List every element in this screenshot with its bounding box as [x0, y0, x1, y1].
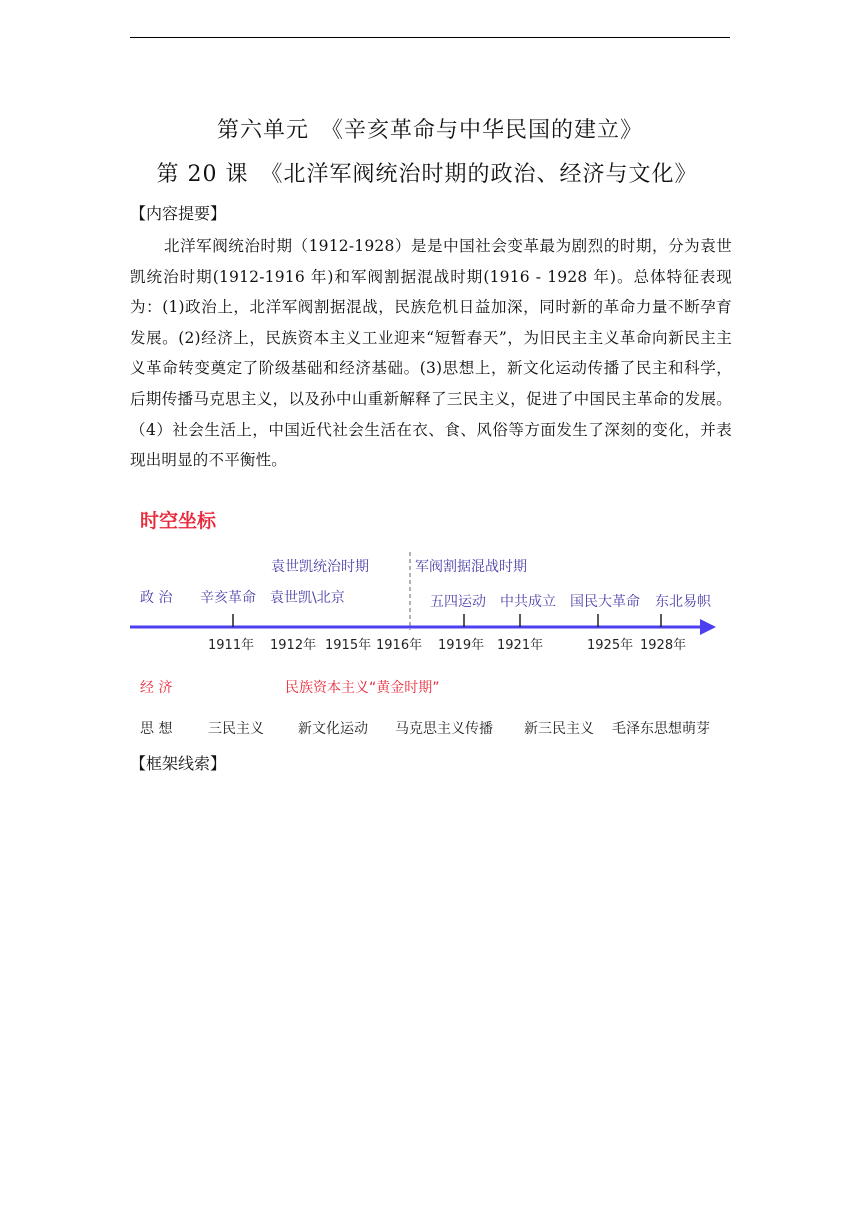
economy-golden-age: 民族资本主义“黄金时期” — [285, 680, 440, 696]
year-1919: 1919年 — [438, 638, 485, 653]
event-northeast: 东北易帜 — [655, 594, 711, 610]
thought-mao: 毛泽东思想萌芽 — [612, 721, 710, 737]
framework-heading: 【框架线索】 — [130, 754, 227, 773]
row-politics-label: 政 治 — [140, 590, 173, 606]
year-1928: 1928年 — [640, 638, 687, 653]
period-yuan: 袁世凯统治时期 — [271, 559, 369, 575]
year-1911: 1911年 — [208, 638, 255, 653]
thought-new-culture: 新文化运动 — [298, 721, 368, 737]
summary-heading: 【内容提要】 — [130, 204, 227, 223]
year-1925: 1925年 — [587, 638, 634, 653]
timeline-heading: 时空坐标 — [140, 510, 217, 532]
year-1921: 1921年 — [497, 638, 544, 653]
thought-marxism: 马克思主义传播 — [395, 721, 493, 737]
event-xinhai: 辛亥革命 — [200, 590, 256, 606]
year-1915: 1915年 — [325, 638, 372, 653]
event-national-rev: 国民大革命 — [570, 594, 640, 610]
lesson-title: 第 20 课 《北洋军阀统治时期的政治、经济与文化》 — [156, 162, 698, 187]
axis-arrow — [700, 619, 716, 635]
summary-paragraph: 北洋军阀统治时期（1912-1928）是是中国社会变革最为剧烈的时期，分为袁世凯统治时期(1912-1916 年)和军阀割据混战时期(1916 - 1928 年)。总体特征表现为：(1)政治上，北洋军阀割据混战，民族危机日益加深，同时新的革命力量不断孕育发展。(2)经济上，民族资本主义工业迎来“短暂春天”，为旧民主主义革命向新民主主义革命转变奠定了阶级基础和经济基础。(3)思想上，新文化运动传播了民主和科学，后期传播马克思主义，以及孙中山重新解释了三民主义，促进了中国民主革命的发展。（4）社会生活上，中国近代社会生活在衣、食、风俗等方面发生了深刻的变化，并表现出明显的不平衡性。 — [130, 237, 732, 470]
unit-title: 第六单元 《辛亥革命与中华民国的建立》 — [216, 118, 643, 143]
event-ccp: 中共成立 — [500, 594, 556, 610]
row-economy-label: 经 济 — [140, 680, 173, 696]
period-warlord: 军阀割据混战时期 — [415, 559, 527, 575]
thought-new-sanmin: 新三民主义 — [524, 721, 594, 737]
row-thought-label: 思 想 — [140, 721, 173, 737]
thought-sanmin: 三民主义 — [208, 721, 264, 737]
event-may-fourth: 五四运动 — [430, 594, 486, 610]
year-1916: 1916年 — [376, 638, 423, 653]
event-yuan-beijing: 袁世凯\北京 — [270, 590, 345, 606]
year-1912: 1912年 — [270, 638, 317, 653]
